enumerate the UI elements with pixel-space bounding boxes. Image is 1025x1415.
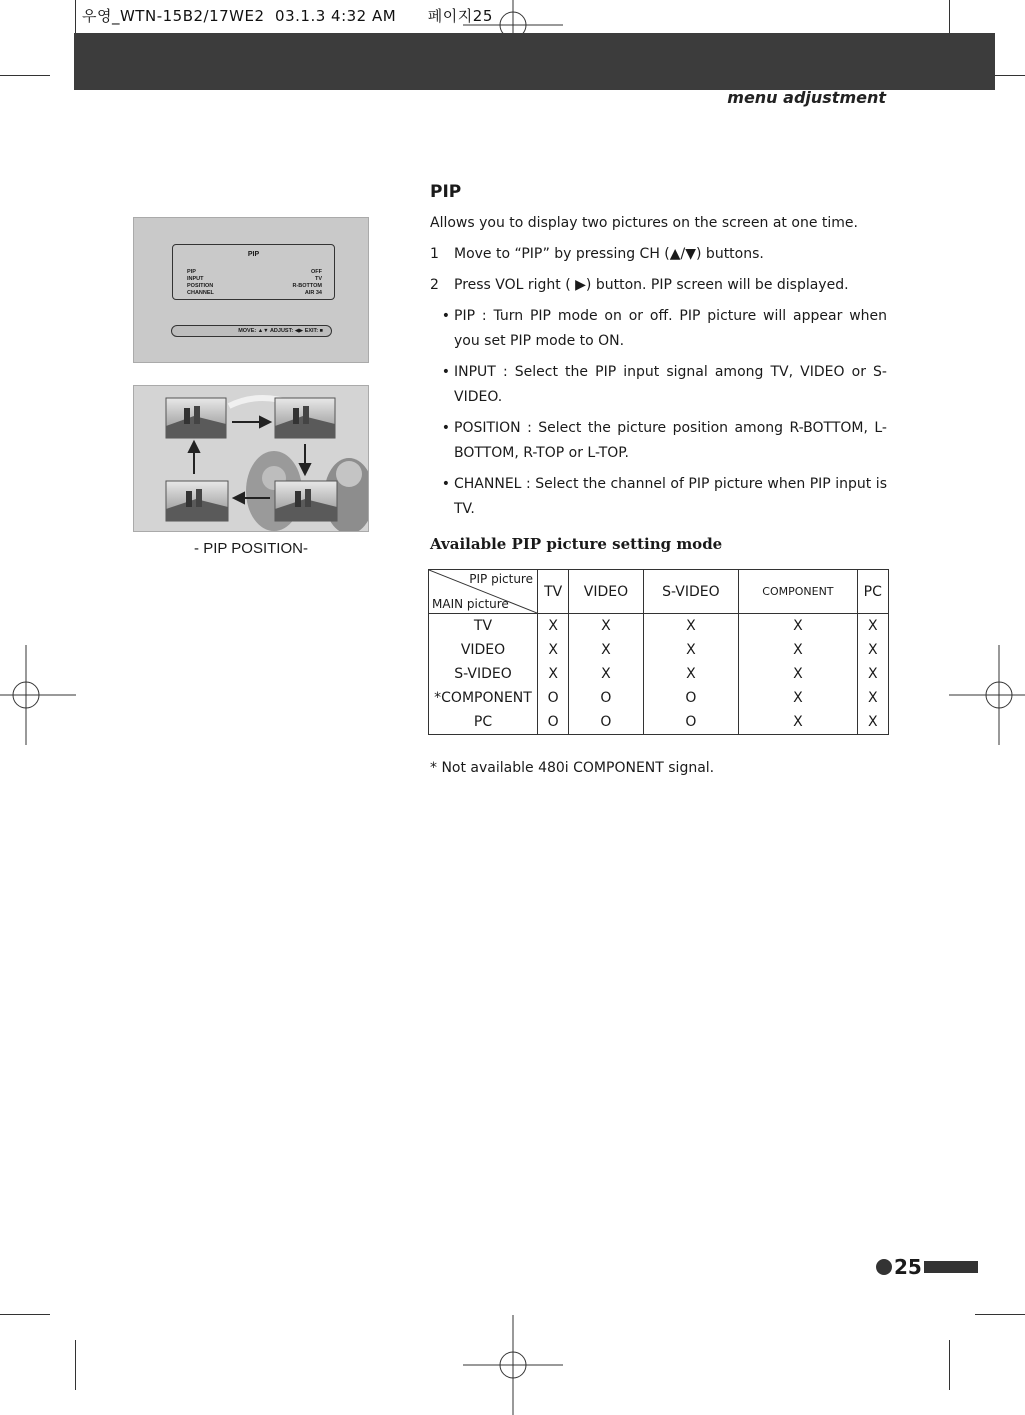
table-row xyxy=(429,614,889,639)
page-dot-icon xyxy=(876,1259,892,1275)
table-cell: X xyxy=(857,662,888,686)
column-header: PC xyxy=(857,570,888,614)
pip-thumbnail-top-left xyxy=(166,398,226,438)
crop-mark xyxy=(75,1340,76,1390)
pip-thumbnail-bottom-left xyxy=(166,481,228,521)
column-header: COMPONENT xyxy=(739,570,857,614)
table-cell: X xyxy=(739,662,857,686)
pip-mode-table xyxy=(428,569,889,735)
table-row xyxy=(429,638,889,662)
table-cell: O xyxy=(569,710,643,735)
osd-row-label: PIP xyxy=(187,269,196,275)
registration-mark-bottom xyxy=(463,1315,563,1415)
column-header: TV xyxy=(538,570,569,614)
table-header-row xyxy=(429,570,889,614)
table-cell: X xyxy=(569,614,643,639)
pip-position-illustration xyxy=(133,385,369,532)
print-slug-line: 우영_WTN-15B2/17WE2 03.1.3 4:32 AM 페이지25 xyxy=(82,7,493,25)
bullet-text: PIP : Turn PIP mode on or off. PIP picture will appear when you set PIP mode to ON. xyxy=(454,308,887,349)
bullet-mark: • xyxy=(441,308,450,324)
osd-menu-row xyxy=(187,290,322,296)
crop-mark xyxy=(949,1340,950,1390)
table-cell: O xyxy=(643,710,739,735)
bullet-mark: • xyxy=(441,364,450,380)
bullet-mark: • xyxy=(441,420,450,436)
osd-row-value: OFF xyxy=(311,269,322,275)
osd-menu-row xyxy=(187,269,322,275)
corner-main-label: MAIN picture xyxy=(432,597,509,611)
bullet-item xyxy=(430,304,887,354)
row-label: TV xyxy=(429,614,538,639)
page-bar xyxy=(924,1261,978,1273)
table-title: Available PIP picture setting mode xyxy=(430,535,723,553)
bullet-text: POSITION : Select the picture position among R-BOTTOM, L-BOTTOM, R-TOP or L-TOP. xyxy=(454,420,887,461)
page-number-block xyxy=(876,1255,978,1279)
row-label: *COMPONENT xyxy=(429,686,538,710)
osd-menu-illustration xyxy=(133,217,369,363)
osd-menu-row xyxy=(187,283,322,289)
column-header: S-VIDEO xyxy=(643,570,739,614)
osd-menu-title: PIP xyxy=(247,251,260,258)
osd-row-value: TV xyxy=(314,276,322,282)
table-cell: X xyxy=(739,638,857,662)
bullet-item xyxy=(430,472,887,522)
table-cell: X xyxy=(857,686,888,710)
osd-menu-row xyxy=(187,276,322,282)
registration-mark-right xyxy=(949,645,1025,745)
row-label: VIDEO xyxy=(429,638,538,662)
page-number: 25 xyxy=(894,1255,922,1279)
row-label: PC xyxy=(429,710,538,735)
bullet-text: INPUT : Select the PIP input signal among TV, VIDEO or S-VIDEO. xyxy=(454,364,887,405)
table-cell: O xyxy=(643,686,739,710)
crop-mark xyxy=(975,1314,1025,1315)
table-row xyxy=(429,686,889,710)
bullet-item xyxy=(430,416,887,466)
table-cell: O xyxy=(538,710,569,735)
step-number: 1 xyxy=(430,246,439,262)
table-cell: O xyxy=(569,686,643,710)
step-text: Press VOL right ( ▶) button. PIP screen will be displayed. xyxy=(454,277,849,293)
table-cell: X xyxy=(643,614,739,639)
column-header: VIDEO xyxy=(569,570,643,614)
table-cell: X xyxy=(569,638,643,662)
intro-text: Allows you to display two pictures on the screen at one time. xyxy=(430,215,858,231)
footnote: * Not available 480i COMPONENT signal. xyxy=(430,760,715,776)
table-cell: X xyxy=(538,638,569,662)
osd-menu-box xyxy=(172,244,335,300)
step-item xyxy=(430,273,887,298)
bullet-text: CHANNEL : Select the channel of PIP picture when PIP input is TV. xyxy=(454,476,887,517)
section-heading: PIP xyxy=(430,182,462,202)
table-cell: X xyxy=(643,638,739,662)
table-cell: O xyxy=(538,686,569,710)
crop-mark xyxy=(0,75,50,76)
pip-thumbnail-top-right xyxy=(275,398,335,438)
step-text: Move to “PIP” by pressing CH (▲/▼) buttons. xyxy=(454,246,764,262)
registration-mark-left xyxy=(0,645,76,745)
step-number: 2 xyxy=(430,277,439,293)
table-cell: X xyxy=(538,662,569,686)
bullet-item xyxy=(430,360,887,410)
osd-row-value: AIR 34 xyxy=(304,290,322,296)
osd-row-label: POSITION xyxy=(187,283,214,289)
table-cell: X xyxy=(739,686,857,710)
step-item xyxy=(430,242,887,267)
pip-position-diagram xyxy=(134,386,368,531)
table-cell: X xyxy=(857,710,888,735)
table-row xyxy=(429,710,889,735)
table-cell: X xyxy=(569,662,643,686)
table-cell: X xyxy=(739,614,857,639)
section-label: menu adjustment xyxy=(727,88,886,107)
bullet-mark: • xyxy=(441,476,450,492)
table-cell: X xyxy=(857,638,888,662)
osd-row-label: CHANNEL xyxy=(187,290,214,296)
table-corner-cell xyxy=(429,570,538,614)
table-row xyxy=(429,662,889,686)
table-cell: X xyxy=(538,614,569,639)
crop-mark xyxy=(0,1314,50,1315)
corner-pip-label: PIP picture xyxy=(469,572,533,586)
row-label: S-VIDEO xyxy=(429,662,538,686)
header-bar xyxy=(74,33,995,90)
table-cell: X xyxy=(857,614,888,639)
pip-thumbnail-bottom-right xyxy=(275,481,337,521)
osd-row-label: INPUT xyxy=(187,276,204,282)
pip-section xyxy=(430,180,887,565)
table-cell: X xyxy=(643,662,739,686)
table-cell: X xyxy=(739,710,857,735)
pip-position-caption: - PIP POSITION- xyxy=(194,540,308,557)
osd-row-value: R-BOTTOM xyxy=(292,283,322,289)
osd-menu-footer: MOVE: ▲▼ ADJUST: ◀▶ EXIT: ■ xyxy=(171,325,332,337)
